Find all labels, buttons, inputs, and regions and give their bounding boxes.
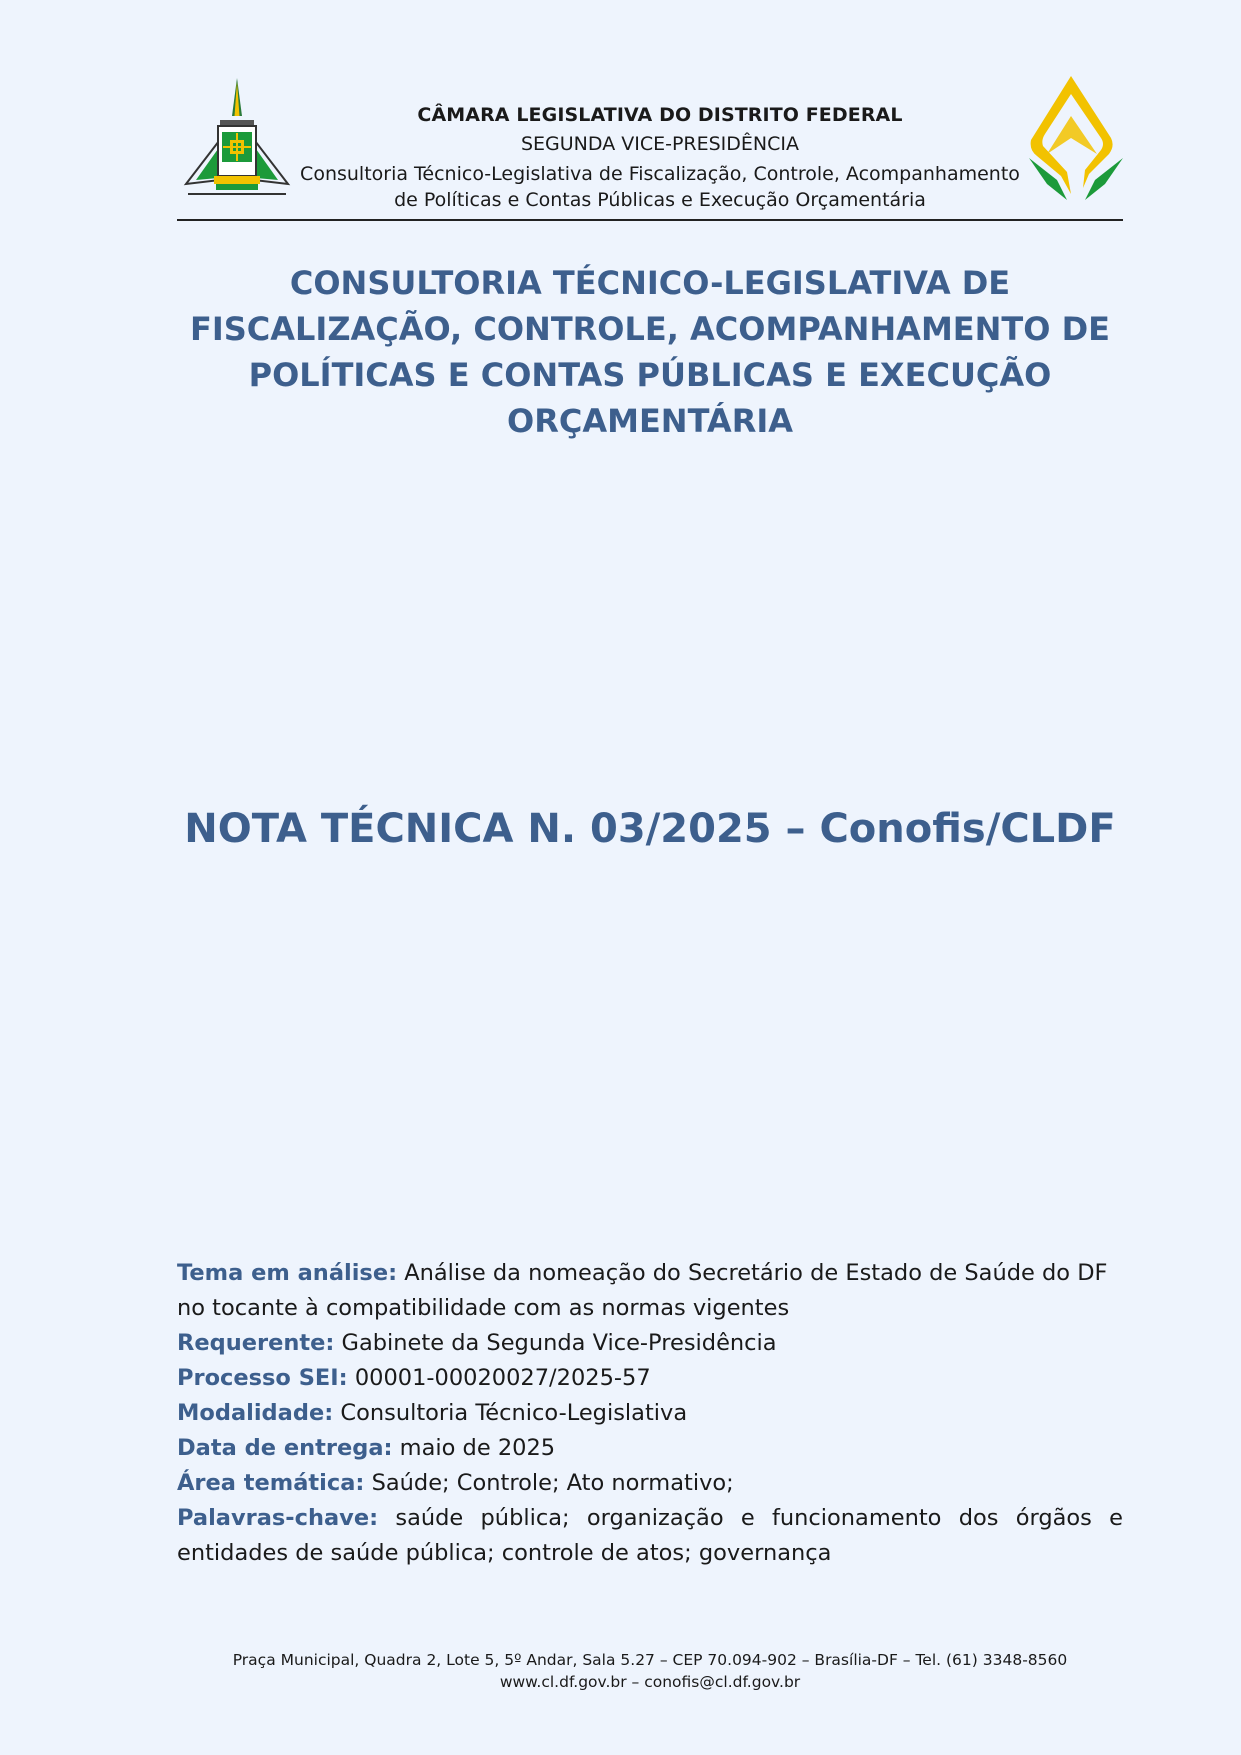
document-info bbox=[177, 1256, 1123, 1571]
office-name: SEGUNDA VICE-PRESIDÊNCIA bbox=[520, 133, 799, 155]
info-requerente bbox=[177, 1326, 1123, 1361]
nota-tecnica-title: NOTA TÉCNICA N. 03/2025 – Conofis/CLDF bbox=[184, 806, 1116, 852]
info-label: Requerente: bbox=[177, 1330, 335, 1356]
title-line: POLÍTICAS E CONTAS PÚBLICAS E EXECUÇÃO bbox=[248, 356, 1052, 394]
footer-address: Praça Municipal, Quadra 2, Lote 5, 5º Andar, Sala 5.27 – CEP 70.094-902 – Brasília-DF – Tel. (61) 3348-8560 bbox=[232, 1651, 1068, 1669]
info-data-entrega bbox=[177, 1431, 1123, 1466]
header-divider bbox=[177, 219, 1123, 221]
info-label: Data de entrega: bbox=[177, 1435, 393, 1461]
info-tema bbox=[177, 1256, 1123, 1326]
title-line: CONSULTORIA TÉCNICO-LEGISLATIVA DE bbox=[289, 264, 1011, 302]
brasilia-coat-of-arms-icon bbox=[180, 76, 294, 206]
info-value: Consultoria Técnico-Legislativa bbox=[340, 1400, 688, 1426]
info-value: maio de 2025 bbox=[399, 1435, 556, 1461]
title-line: FISCALIZAÇÃO, CONTROLE, ACOMPANHAMENTO DE bbox=[189, 310, 1111, 348]
title-line: ORÇAMENTÁRIA bbox=[507, 402, 793, 440]
department-line-1: Consultoria Técnico-Legislativa de Fiscalização, Controle, Acompanhamento bbox=[300, 163, 1020, 185]
info-value: saúde pública; organização e funcionamento dos órgãos e entidades de saúde pública; controle de atos; governança bbox=[177, 1505, 1123, 1566]
info-value: Gabinete da Segunda Vice-Presidência bbox=[341, 1330, 777, 1356]
department-line-2: de Políticas e Contas Públicas e Execução Orçamentária bbox=[394, 189, 926, 211]
info-label: Processo SEI: bbox=[177, 1365, 348, 1391]
info-label: Área temática: bbox=[177, 1470, 365, 1496]
info-processo bbox=[177, 1361, 1123, 1396]
institution-name: CÂMARA LEGISLATIVA DO DISTRITO FEDERAL bbox=[417, 104, 903, 126]
info-label: Tema em análise: bbox=[177, 1260, 398, 1286]
info-value: Saúde; Controle; Ato normativo; bbox=[371, 1470, 734, 1496]
info-palavras-chave bbox=[177, 1501, 1123, 1571]
info-value: Análise da nomeação do Secretário de Estado de Saúde do DF no tocante à compatibilidade com as normas vigentes bbox=[177, 1260, 1108, 1321]
cldf-logo-icon bbox=[1027, 76, 1125, 200]
footer-contact: www.cl.df.gov.br – conofis@cl.df.gov.br bbox=[499, 1673, 801, 1691]
info-label: Modalidade: bbox=[177, 1400, 334, 1426]
info-label: Palavras-chave: bbox=[177, 1505, 379, 1531]
info-area-tematica bbox=[177, 1466, 1123, 1501]
info-modalidade bbox=[177, 1396, 1123, 1431]
info-value: 00001-00020027/2025-57 bbox=[354, 1365, 651, 1391]
document-title bbox=[177, 260, 1123, 444]
